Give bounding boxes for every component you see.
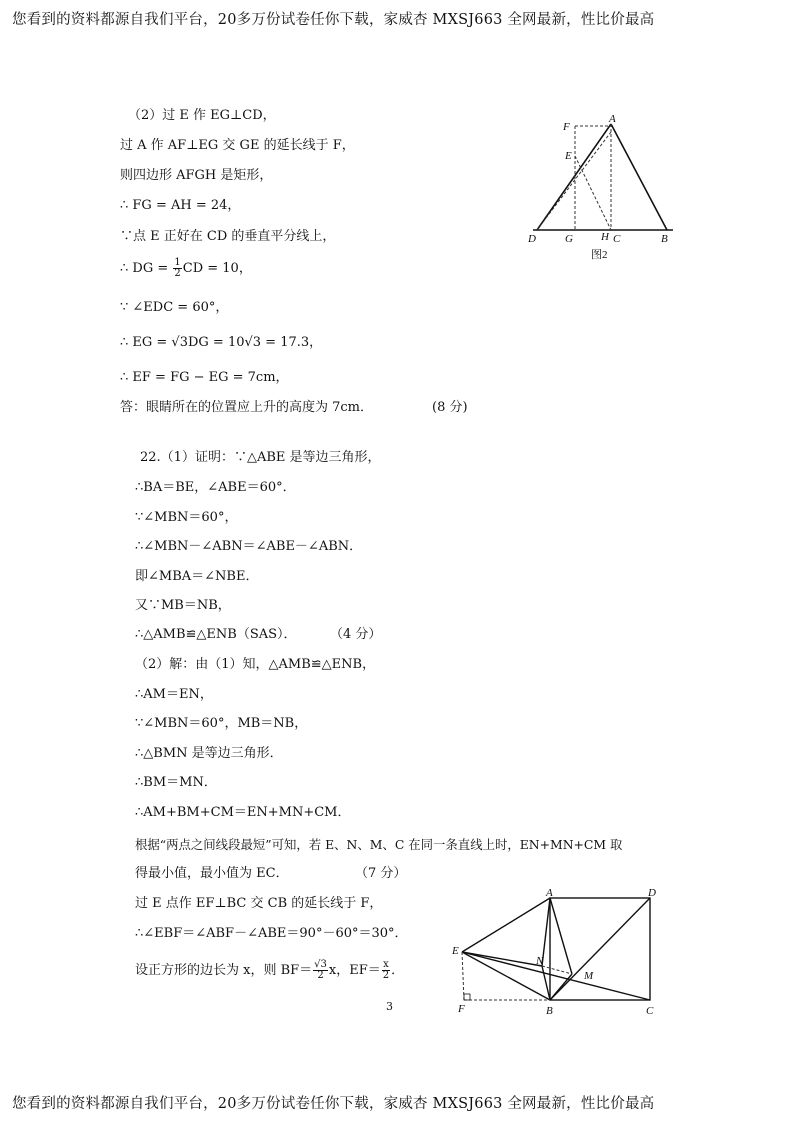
part2-line-7: ∵ ∠EDC = 60°， [120, 300, 229, 315]
fig3-segment-nm [542, 966, 572, 974]
part2-line-2: 过 A 作 AF⊥EG 交 GE 的延长线于 F， [120, 138, 355, 153]
part2-line-6-pre: ∴ DG = [120, 261, 173, 276]
fig2-label-a: A [609, 113, 616, 125]
figure-2-diagram [525, 112, 685, 262]
fig3-label-c: C [646, 1005, 654, 1017]
fraction-denominator: 2 [382, 970, 390, 981]
part2-line-6-post: CD = 10， [182, 261, 252, 276]
q22-line-1: 22.（1）证明：∵△ABE 是等边三角形， [140, 450, 381, 465]
fig2-label-e: E [565, 150, 572, 162]
fig2-segment-ad [537, 124, 611, 230]
fraction-numerator: 1 [174, 257, 181, 268]
fraction-half [173, 258, 181, 279]
part2-line-3: 则四边形 AFGH 是矩形， [120, 168, 273, 183]
q22-line-15: 得最小值，最小值为 EC． [135, 866, 289, 881]
fraction-numerator: x [383, 959, 389, 970]
footer-banner: 您看到的资料都源自我们平台，20多万份试卷任你下载，家威杏 MXSJ663 全网最新，性比价最高 [12, 1096, 655, 1112]
fraction-numerator: √3 [314, 959, 327, 970]
q22-line-12: ∴BM＝MN． [135, 775, 217, 790]
fig3-segment-nb [542, 966, 550, 1000]
fig3-label-f: F [458, 1003, 465, 1015]
figure-3-diagram [450, 886, 670, 1020]
q22-line-4: ∴∠MBN－∠ABN＝∠ABE－∠ABN． [135, 539, 363, 554]
q22-line-14: 根据“两点之间线段最短”可知，若 E、N、M、C 在同一条直线上时，EN+MN+CM 取 [135, 837, 623, 852]
fig3-right-angle-mark [464, 994, 470, 1000]
fig2-caption: 图2 [591, 249, 608, 261]
q22-line-10: ∵∠MBN＝60°，MB＝NB， [135, 716, 308, 731]
q22-line-9: ∴AM＝EN， [135, 687, 213, 702]
fig2-label-b: B [661, 233, 668, 245]
fig3-label-n: N [536, 955, 544, 967]
fig2-label-g: G [565, 233, 573, 245]
fig2-label-c: C [613, 233, 621, 245]
q22-line-16: 过 E 点作 EF⊥BC 交 CB 的延长线于 F， [135, 896, 383, 911]
fig2-segment-ab [611, 124, 667, 230]
q22-line-18-mid: x，EF＝ [328, 963, 381, 978]
q22-score-2: （7 分） [355, 866, 407, 881]
q22-line-6: 又∵MB＝NB， [135, 598, 231, 613]
q22-line-11: ∴△BMN 是等边三角形． [135, 746, 283, 761]
part2-line-5: ∵点 E 正好在 CD 的垂直平分线上， [120, 229, 336, 244]
q22-line-3: ∵∠MBN＝60°， [135, 510, 238, 525]
fig2-label-f: F [563, 121, 570, 133]
part2-line-1: （2）过 E 作 EG⊥CD， [128, 108, 276, 123]
part2-line-4: ∴ FG = AH = 24， [120, 198, 241, 213]
fig3-segment-ef [462, 952, 464, 1000]
q22-line-17: ∴∠EBF＝∠ABF－∠ABE＝90°－60°＝30°． [135, 926, 408, 941]
fig2-label-h: H [601, 231, 609, 243]
fig3-label-b: B [546, 1005, 553, 1017]
q22-line-2: ∴BA＝BE，∠ABE＝60°． [135, 480, 296, 495]
q22-line-7: ∴△AMB≌△ENB（SAS）． [135, 627, 297, 642]
fraction-denominator: 2 [174, 268, 181, 279]
page-number: 3 [386, 1000, 393, 1013]
fraction-sqrt3-over-2 [313, 960, 328, 981]
fraction-x-over-2 [382, 960, 390, 981]
part2-score: (8 分) [432, 400, 468, 415]
fig3-label-e: E [452, 945, 459, 957]
q22-line-8: （2）解：由（1）知，△AMB≌△ENB， [135, 657, 376, 672]
fig3-segment-ea [462, 898, 550, 952]
fig2-segment-ec [575, 156, 611, 230]
part2-answer: 答：眼睛所在的位置应上升的高度为 7cm． [120, 400, 374, 415]
fig3-label-d: D [648, 887, 656, 899]
q22-line-18 [135, 960, 404, 981]
q22-line-18-pre: 设正方形的边长为 x，则 BF＝ [135, 963, 313, 978]
fig3-label-m: M [584, 970, 594, 982]
header-banner: 您看到的资料都源自我们平台，20多万份试卷任你下载，家威杏 MXSJ663 全网最新，性比价最高 [12, 12, 655, 28]
fig3-segment-am [550, 898, 572, 974]
part2-line-9: ∴ EF = FG − EG = 7cm， [120, 370, 289, 385]
q22-line-13: ∴AM+BM+CM＝EN+MN+CM． [135, 805, 351, 820]
part2-line-6 [120, 258, 252, 279]
fig3-label-a: A [546, 887, 553, 899]
part2-line-8: ∴ EG = √3DG = 10√3 = 17.3， [120, 335, 323, 350]
fraction-denominator: 2 [317, 970, 324, 981]
q22-line-18-post: ． [391, 963, 405, 978]
q22-line-5: 即∠MBA＝∠NBE． [135, 569, 259, 584]
fig2-label-d: D [528, 233, 536, 245]
q22-score-1: （4 分） [330, 627, 382, 642]
